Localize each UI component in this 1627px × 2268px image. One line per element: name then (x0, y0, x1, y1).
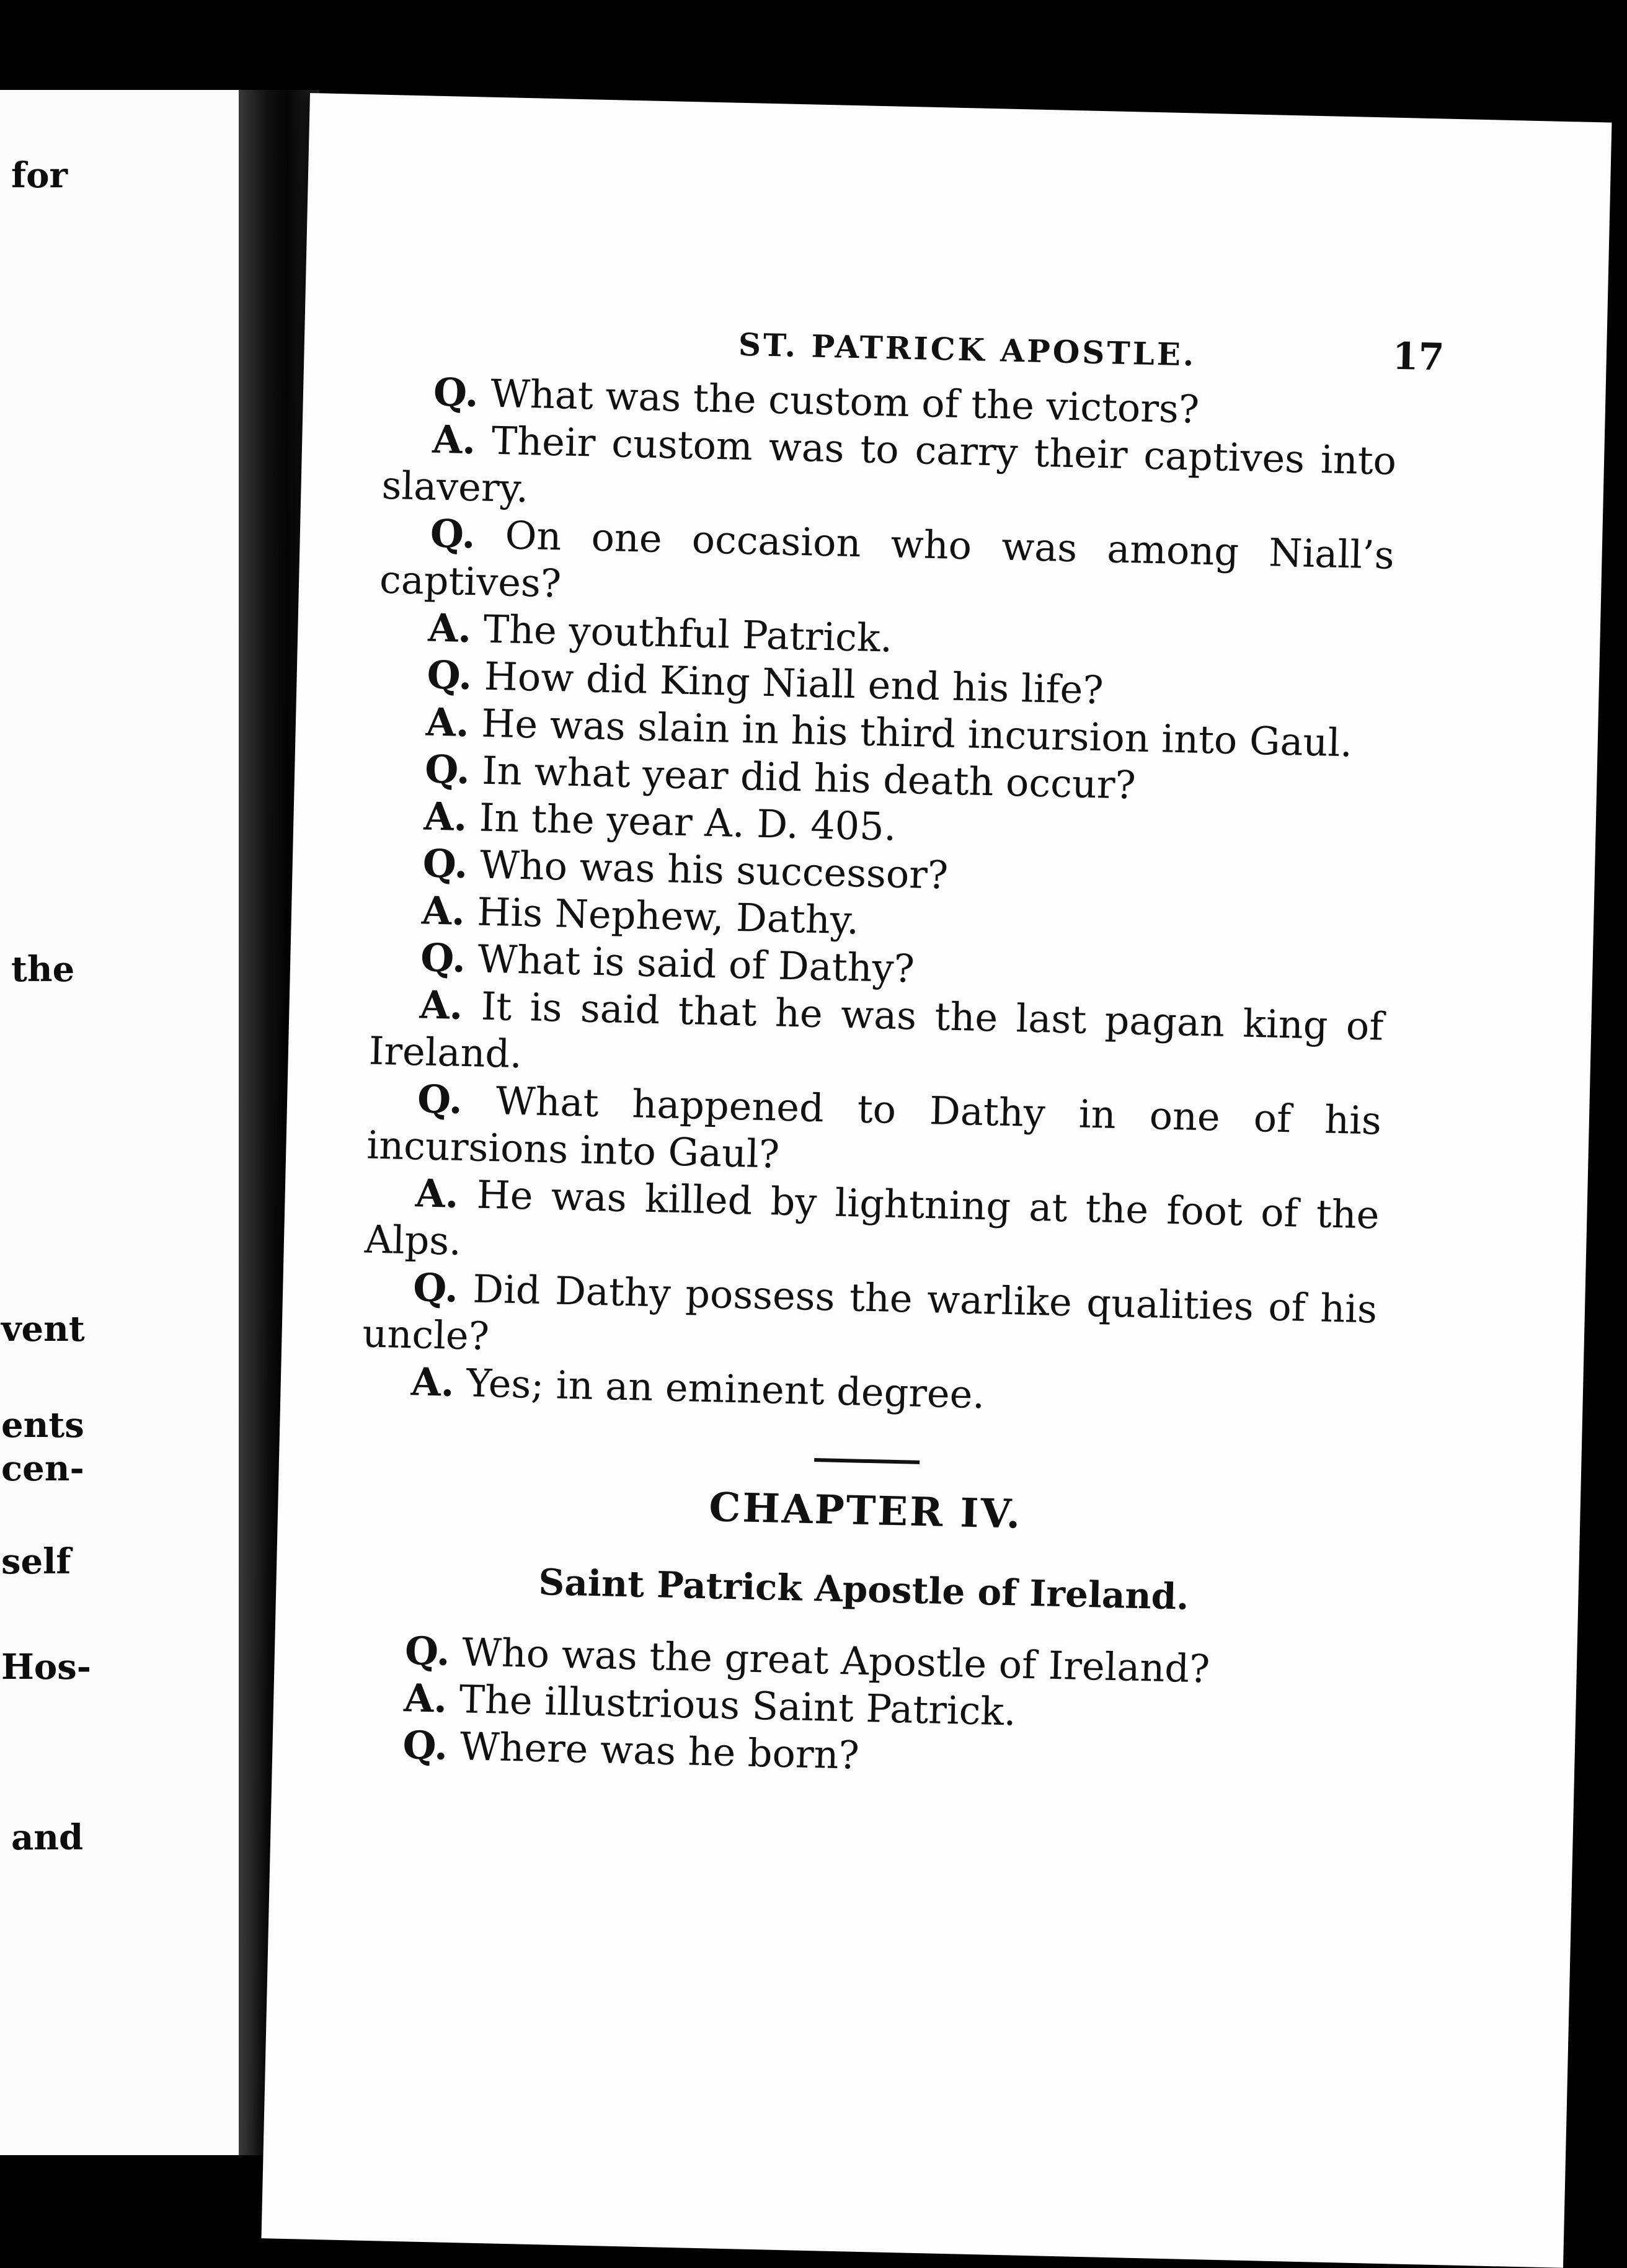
chapter-qa-section (353, 1626, 1370, 1790)
qa-label: Q. (430, 510, 476, 558)
qa-text: The illustrious Saint Patrick. (458, 1676, 1017, 1735)
qa-text: His Nephew, Dathy. (476, 889, 860, 943)
chapter-title: Saint Patrick Apostle of Ireland. (538, 1560, 1190, 1618)
left-fragment: ents (1, 1405, 84, 1446)
qa-label: A. (419, 982, 464, 1028)
qa-text: What was the custom of the victors? (490, 370, 1200, 432)
qa-label: A. (425, 699, 470, 746)
left-fragment: for (11, 155, 68, 196)
qa-text: What is said of Dathy? (477, 936, 915, 992)
qa-text: Yes; in an eminent degree. (466, 1360, 985, 1418)
qa-text: In the year A. D. 405. (479, 794, 897, 850)
left-page-edge (0, 90, 242, 2155)
qa-text: In what year did his death occur? (481, 747, 1137, 808)
qa-text: How did King Niall end his life? (484, 653, 1104, 713)
qa-text: He was killed by lightning at the foot of the Alps. (364, 1172, 1380, 1265)
qa-label: A. (410, 1359, 455, 1405)
left-fragment: cen- (1, 1448, 84, 1489)
page-text (353, 368, 1398, 1791)
qa-label: Q. (404, 1628, 451, 1674)
running-head: ST. PATRICK APOSTLE. (738, 326, 1197, 373)
qa-label: A. (414, 1170, 459, 1217)
qa-label: A. (423, 793, 468, 840)
page-number: 17 (1392, 334, 1445, 380)
qa-label: Q. (424, 746, 471, 793)
qa-label: A. (403, 1675, 448, 1722)
left-fragment: Hos- (1, 1647, 92, 1688)
qa-text: Where was he born? (459, 1723, 860, 1778)
qa-label: Q. (433, 369, 479, 416)
qa-label: A. (421, 887, 466, 934)
qa-text: Their custom was to carry their captives into slavery. (381, 417, 1397, 512)
qa-text: Did Dathy possess the warlike qualities of his uncle? (361, 1266, 1378, 1359)
qa-label: Q. (417, 1076, 463, 1123)
left-fragment: self (1, 1541, 71, 1582)
left-fragment: and (11, 1817, 84, 1858)
qa-label: A. (427, 605, 472, 652)
qa-text: It is said that he was the last pagan king of Ireland. (368, 983, 1385, 1077)
chapter-heading: CHAPTER IV. (708, 1484, 1023, 1538)
left-fragment: vent (1, 1309, 85, 1350)
qa-text: On one occasion who was among Niall’s captives? (379, 512, 1395, 607)
qa-text: The youthful Patrick. (483, 606, 893, 661)
section-divider (814, 1458, 920, 1464)
qa-label: A. (432, 416, 476, 463)
qa-text: Who was his successor? (479, 842, 949, 898)
qa-label: Q. (422, 840, 469, 887)
qa-section (361, 368, 1398, 1428)
qa-text: Who was the great Apostle of Ireland? (461, 1629, 1211, 1692)
qa-text: He was slain in his third incursion into Gaul. (481, 700, 1353, 766)
qa-text: What happened to Dathy in one of his incursions into Gaul? (366, 1078, 1382, 1177)
right-page (262, 93, 1612, 2268)
qa-label: Q. (412, 1265, 459, 1311)
qa-label: Q. (420, 935, 466, 982)
qa-label: Q. (402, 1722, 448, 1769)
left-fragment: the (11, 949, 75, 990)
qa-label: Q. (426, 652, 473, 699)
